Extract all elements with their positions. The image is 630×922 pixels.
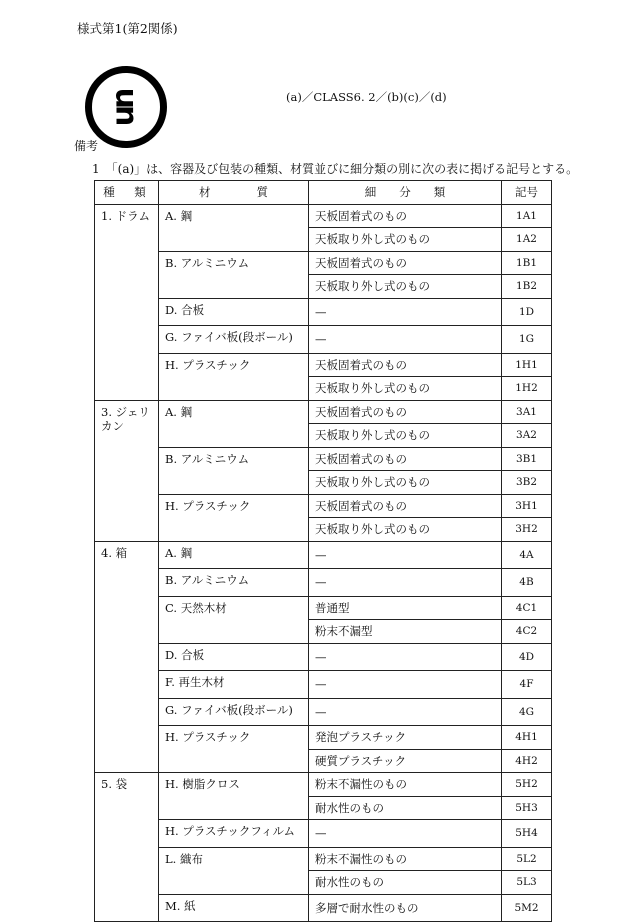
- cell-code: 3B1: [502, 447, 552, 471]
- table-row: [95, 820, 552, 848]
- table-row: [95, 847, 552, 871]
- cell-subclass: 耐水性のもの: [309, 796, 502, 820]
- cell-material: B. アルミニウム: [159, 447, 309, 494]
- remarks-heading: 備考: [74, 139, 99, 153]
- cell-code: 1G: [502, 326, 552, 354]
- cell-code: 4A: [502, 541, 552, 569]
- cell-subclass: 天板取り外し式のもの: [309, 275, 502, 299]
- table-row: [95, 251, 552, 275]
- table-row: [95, 596, 552, 620]
- cell-material: M. 紙: [159, 894, 309, 922]
- cell-material: G. ファイバ板(段ボール): [159, 698, 309, 726]
- cell-material: H. プラスチック: [159, 494, 309, 541]
- cell-code: 4B: [502, 569, 552, 597]
- cell-code: 5M2: [502, 894, 552, 922]
- cell-code: 3H1: [502, 494, 552, 518]
- table-header-row: [95, 181, 552, 205]
- cell-subclass: —: [309, 643, 502, 671]
- table-row: [95, 353, 552, 377]
- cell-subclass: 耐水性のもの: [309, 871, 502, 895]
- cell-code: 4C2: [502, 620, 552, 644]
- cell-subclass: 普通型: [309, 596, 502, 620]
- cell-kind: 5. 袋: [95, 773, 159, 922]
- cell-subclass: 多層で耐水性のもの: [309, 894, 502, 922]
- cell-material: D. 合板: [159, 298, 309, 326]
- cell-subclass: 天板固着式のもの: [309, 400, 502, 424]
- cell-subclass: 粉末不漏性のもの: [309, 773, 502, 797]
- table-row: [95, 447, 552, 471]
- cell-material: F. 再生木材: [159, 671, 309, 699]
- header-material: 材 質: [159, 181, 309, 205]
- cell-code: 1D: [502, 298, 552, 326]
- cell-code: 4D: [502, 643, 552, 671]
- cell-subclass: 粉末不漏型: [309, 620, 502, 644]
- cell-code: 5L3: [502, 871, 552, 895]
- cell-code: 3A2: [502, 424, 552, 448]
- cell-code: 5H4: [502, 820, 552, 848]
- cell-material: H. プラスチック: [159, 353, 309, 400]
- cell-subclass: 天板取り外し式のもの: [309, 471, 502, 495]
- table-row: [95, 773, 552, 797]
- cell-subclass: 天板固着式のもの: [309, 353, 502, 377]
- table-row: [95, 326, 552, 354]
- cell-subclass: 硬質プラスチック: [309, 749, 502, 773]
- cell-code: 5L2: [502, 847, 552, 871]
- cell-code: 4G: [502, 698, 552, 726]
- cell-subclass: 天板取り外し式のもの: [309, 518, 502, 542]
- cell-code: 3B2: [502, 471, 552, 495]
- table-row: [95, 894, 552, 922]
- header-code: 記号: [502, 181, 552, 205]
- cell-material: H. プラスチック: [159, 726, 309, 773]
- header-subclass: 細 分 類: [309, 181, 502, 205]
- cell-code: 1A1: [502, 204, 552, 228]
- cell-material: B. アルミニウム: [159, 569, 309, 597]
- cell-material: B. アルミニウム: [159, 251, 309, 298]
- cell-material: A. 鋼: [159, 541, 309, 569]
- cell-code: 1A2: [502, 228, 552, 252]
- cell-subclass: 天板取り外し式のもの: [309, 377, 502, 401]
- table-row: [95, 671, 552, 699]
- cell-subclass: —: [309, 298, 502, 326]
- table-row: [95, 298, 552, 326]
- cell-code: 3A1: [502, 400, 552, 424]
- cell-code: 3H2: [502, 518, 552, 542]
- table-row: [95, 698, 552, 726]
- cell-subclass: —: [309, 326, 502, 354]
- cell-code: 5H3: [502, 796, 552, 820]
- cell-material: A. 鋼: [159, 204, 309, 251]
- cell-kind: 3. ジェリカン: [95, 400, 159, 541]
- table-row: [95, 494, 552, 518]
- cell-kind: 1. ドラム: [95, 204, 159, 400]
- cell-code: 4F: [502, 671, 552, 699]
- packaging-code-table: [94, 180, 552, 922]
- cell-code: 4H2: [502, 749, 552, 773]
- un-logo-text: un: [108, 87, 144, 123]
- marking-format: (a)／CLASS6. 2／(b)(c)／(d): [286, 90, 447, 104]
- cell-subclass: —: [309, 569, 502, 597]
- cell-code: 4C1: [502, 596, 552, 620]
- cell-subclass: 天板取り外し式のもの: [309, 424, 502, 448]
- form-title: 様式第1(第2関係): [77, 21, 178, 36]
- cell-subclass: 粉末不漏性のもの: [309, 847, 502, 871]
- cell-subclass: 天板固着式のもの: [309, 251, 502, 275]
- cell-code: 1B1: [502, 251, 552, 275]
- remarks-note: 1 「(a)」は、容器及び包装の種類、材質並びに細分類の別に次の表に掲げる記号とする。: [92, 162, 579, 176]
- table-row: [95, 569, 552, 597]
- cell-material: G. ファイバ板(段ボール): [159, 326, 309, 354]
- header-kind: 種 類: [95, 181, 159, 205]
- cell-material: C. 天然木材: [159, 596, 309, 643]
- table-row: [95, 400, 552, 424]
- cell-code: 1B2: [502, 275, 552, 299]
- table-row: [95, 726, 552, 750]
- cell-subclass: 発泡プラスチック: [309, 726, 502, 750]
- cell-subclass: —: [309, 671, 502, 699]
- cell-material: A. 鋼: [159, 400, 309, 447]
- cell-material: L. 織布: [159, 847, 309, 894]
- cell-code: 1H1: [502, 353, 552, 377]
- table-row: [95, 204, 552, 228]
- cell-kind: 4. 箱: [95, 541, 159, 773]
- cell-material: D. 合板: [159, 643, 309, 671]
- cell-subclass: 天板取り外し式のもの: [309, 228, 502, 252]
- cell-subclass: 天板固着式のもの: [309, 204, 502, 228]
- table-row: [95, 541, 552, 569]
- cell-subclass: 天板固着式のもの: [309, 494, 502, 518]
- cell-material: H. 樹脂クロス: [159, 773, 309, 820]
- table-row: [95, 643, 552, 671]
- cell-subclass: 天板固着式のもの: [309, 447, 502, 471]
- cell-code: 1H2: [502, 377, 552, 401]
- cell-code: 4H1: [502, 726, 552, 750]
- cell-subclass: —: [309, 541, 502, 569]
- cell-subclass: —: [309, 820, 502, 848]
- table-body: [95, 204, 552, 922]
- cell-subclass: —: [309, 698, 502, 726]
- cell-code: 5H2: [502, 773, 552, 797]
- cell-material: H. プラスチックフィルム: [159, 820, 309, 848]
